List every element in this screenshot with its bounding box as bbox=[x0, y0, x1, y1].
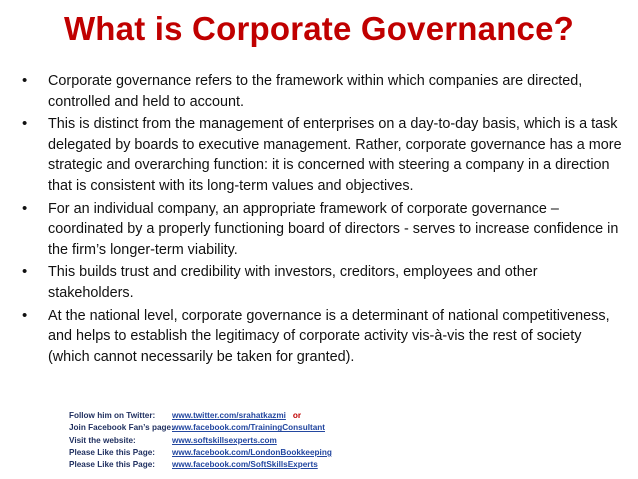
bullet-dot-icon: • bbox=[22, 115, 28, 133]
footer-row-website bbox=[69, 435, 549, 447]
footer-or-text: or bbox=[292, 411, 302, 420]
bullet-text: At the national level, corporate governance is a determinant of national competitiveness, and helps to establish the legitimacy of corporate activity vis-à-vis the rest of society (which cannot necessarily be taken for granted). bbox=[48, 307, 610, 365]
bullet-dot-icon: • bbox=[22, 306, 28, 324]
bullet-item bbox=[22, 114, 626, 196]
footer-row-like-softskills bbox=[69, 459, 549, 471]
footer-row-facebook-fan bbox=[69, 422, 549, 434]
footer-label: Follow him on Twitter: bbox=[69, 411, 156, 420]
bullet-dot-icon: • bbox=[22, 72, 28, 89]
slide-title: What is Corporate Governance? bbox=[63, 10, 575, 47]
bullet-item bbox=[22, 199, 626, 261]
bullet-text: This is distinct from the management of enterprises on a day-to-day basis, which is a task delegated by boards to executive management. Rather, corporate governance has a more strategic and overarching function: it is concerned with steering a company in a direction that is consistent with its long-term values and objectives. bbox=[48, 116, 622, 194]
footer-links bbox=[69, 410, 549, 471]
bullet-text: For an individual company, an appropriate framework of corporate governance – coordinated by a properly functioning board of directors - serves to increase confidence in the firm’s longer-term viability. bbox=[48, 200, 619, 258]
footer-label: Please Like this Page: bbox=[69, 460, 156, 470]
bullet-dot-icon: • bbox=[22, 199, 28, 217]
footer-label: Visit the website: bbox=[69, 435, 136, 445]
bullet-list bbox=[22, 71, 626, 369]
bullet-text: Corporate governance refers to the framework within which companies are directed, controlled and held to account. bbox=[48, 73, 583, 110]
footer-label: Please Like this Page: bbox=[69, 447, 156, 457]
facebook-fan-link[interactable]: www.facebook.com/TrainingConsultant bbox=[172, 423, 325, 433]
bullet-item bbox=[22, 71, 626, 112]
bullet-text: This builds trust and credibility with investors, creditors, employees and other stakeholders. bbox=[48, 264, 538, 301]
footer-row-like-bookkeeping bbox=[69, 447, 549, 459]
website-link[interactable]: www.softskillsexperts.com bbox=[172, 435, 277, 445]
footer-label: Join Facebook Fan’s page: bbox=[69, 423, 174, 433]
london-bookkeeping-link[interactable]: www.facebook.com/LondonBookkeeping bbox=[172, 447, 332, 457]
twitter-link[interactable]: www.twitter.com/srahatkazmi bbox=[172, 411, 286, 420]
softskills-experts-link[interactable]: www.facebook.com/SoftSkillsExperts bbox=[172, 460, 318, 470]
bullet-item bbox=[22, 262, 626, 303]
footer-row-twitter bbox=[69, 410, 549, 422]
bullet-dot-icon: • bbox=[22, 263, 28, 281]
bullet-item bbox=[22, 306, 626, 368]
